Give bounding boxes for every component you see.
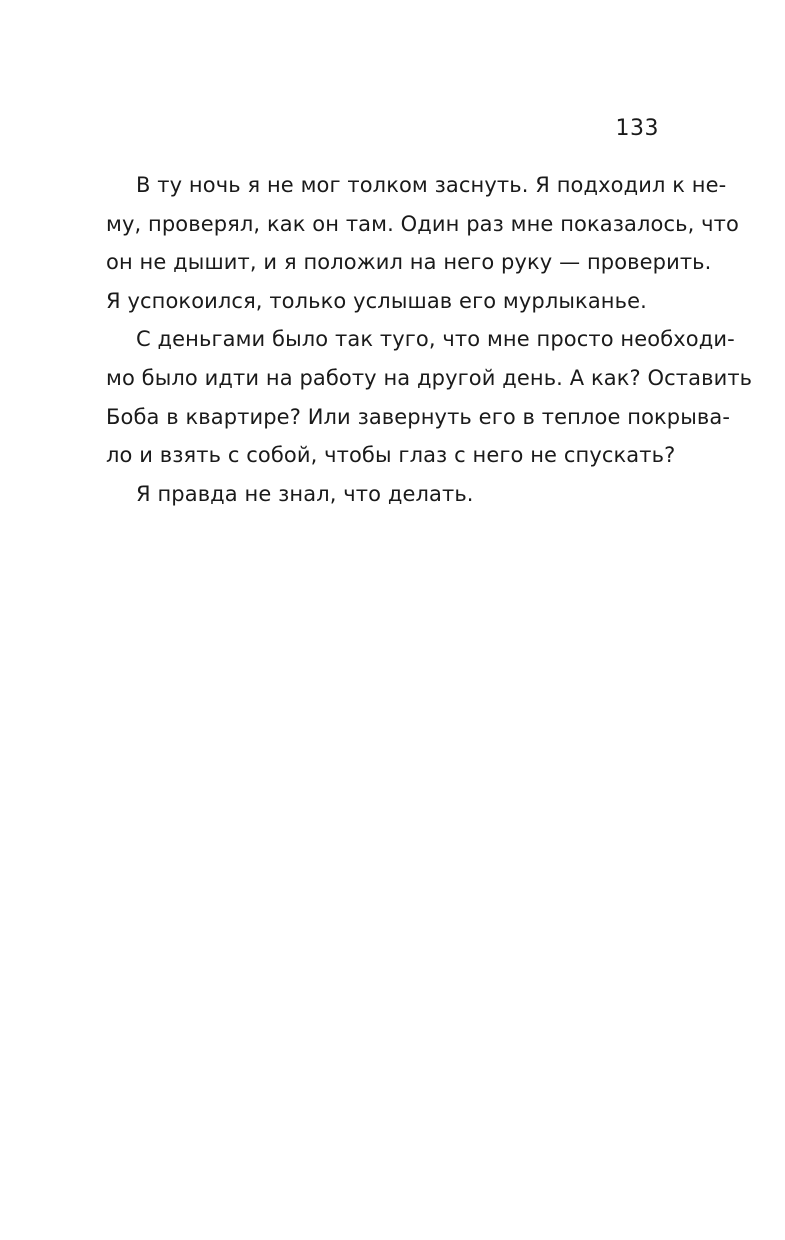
page-number: 133 [615, 116, 659, 141]
text-line: Я правда не знал, что делать. [136, 481, 474, 506]
text-line: С деньгами было так туго, что мне просто необходи- [136, 327, 735, 352]
text-line: му, проверял, как он там. Один раз мне показалось, что [106, 211, 739, 236]
text-line: мо было идти на работу на другой день. А как? Оставить [106, 365, 753, 390]
body-text [106, 166, 753, 513]
paragraph-2 [106, 320, 753, 474]
paragraph-3 [106, 475, 662, 514]
text-line: Я успокоился, только услышав его мурлыканье. [106, 288, 647, 313]
text-line: В ту ночь я не мог толком заснуть. Я подходил к не- [136, 173, 727, 197]
text-line: ло и взять с собой, чтобы глаз с него не спускать? [106, 443, 676, 468]
paragraph-1 [106, 166, 739, 320]
text-line: он не дышит, и я положил на него руку — проверить. [106, 250, 712, 275]
text-line: Боба в квартире? Или завернуть его в теплое покрыва- [106, 404, 731, 429]
